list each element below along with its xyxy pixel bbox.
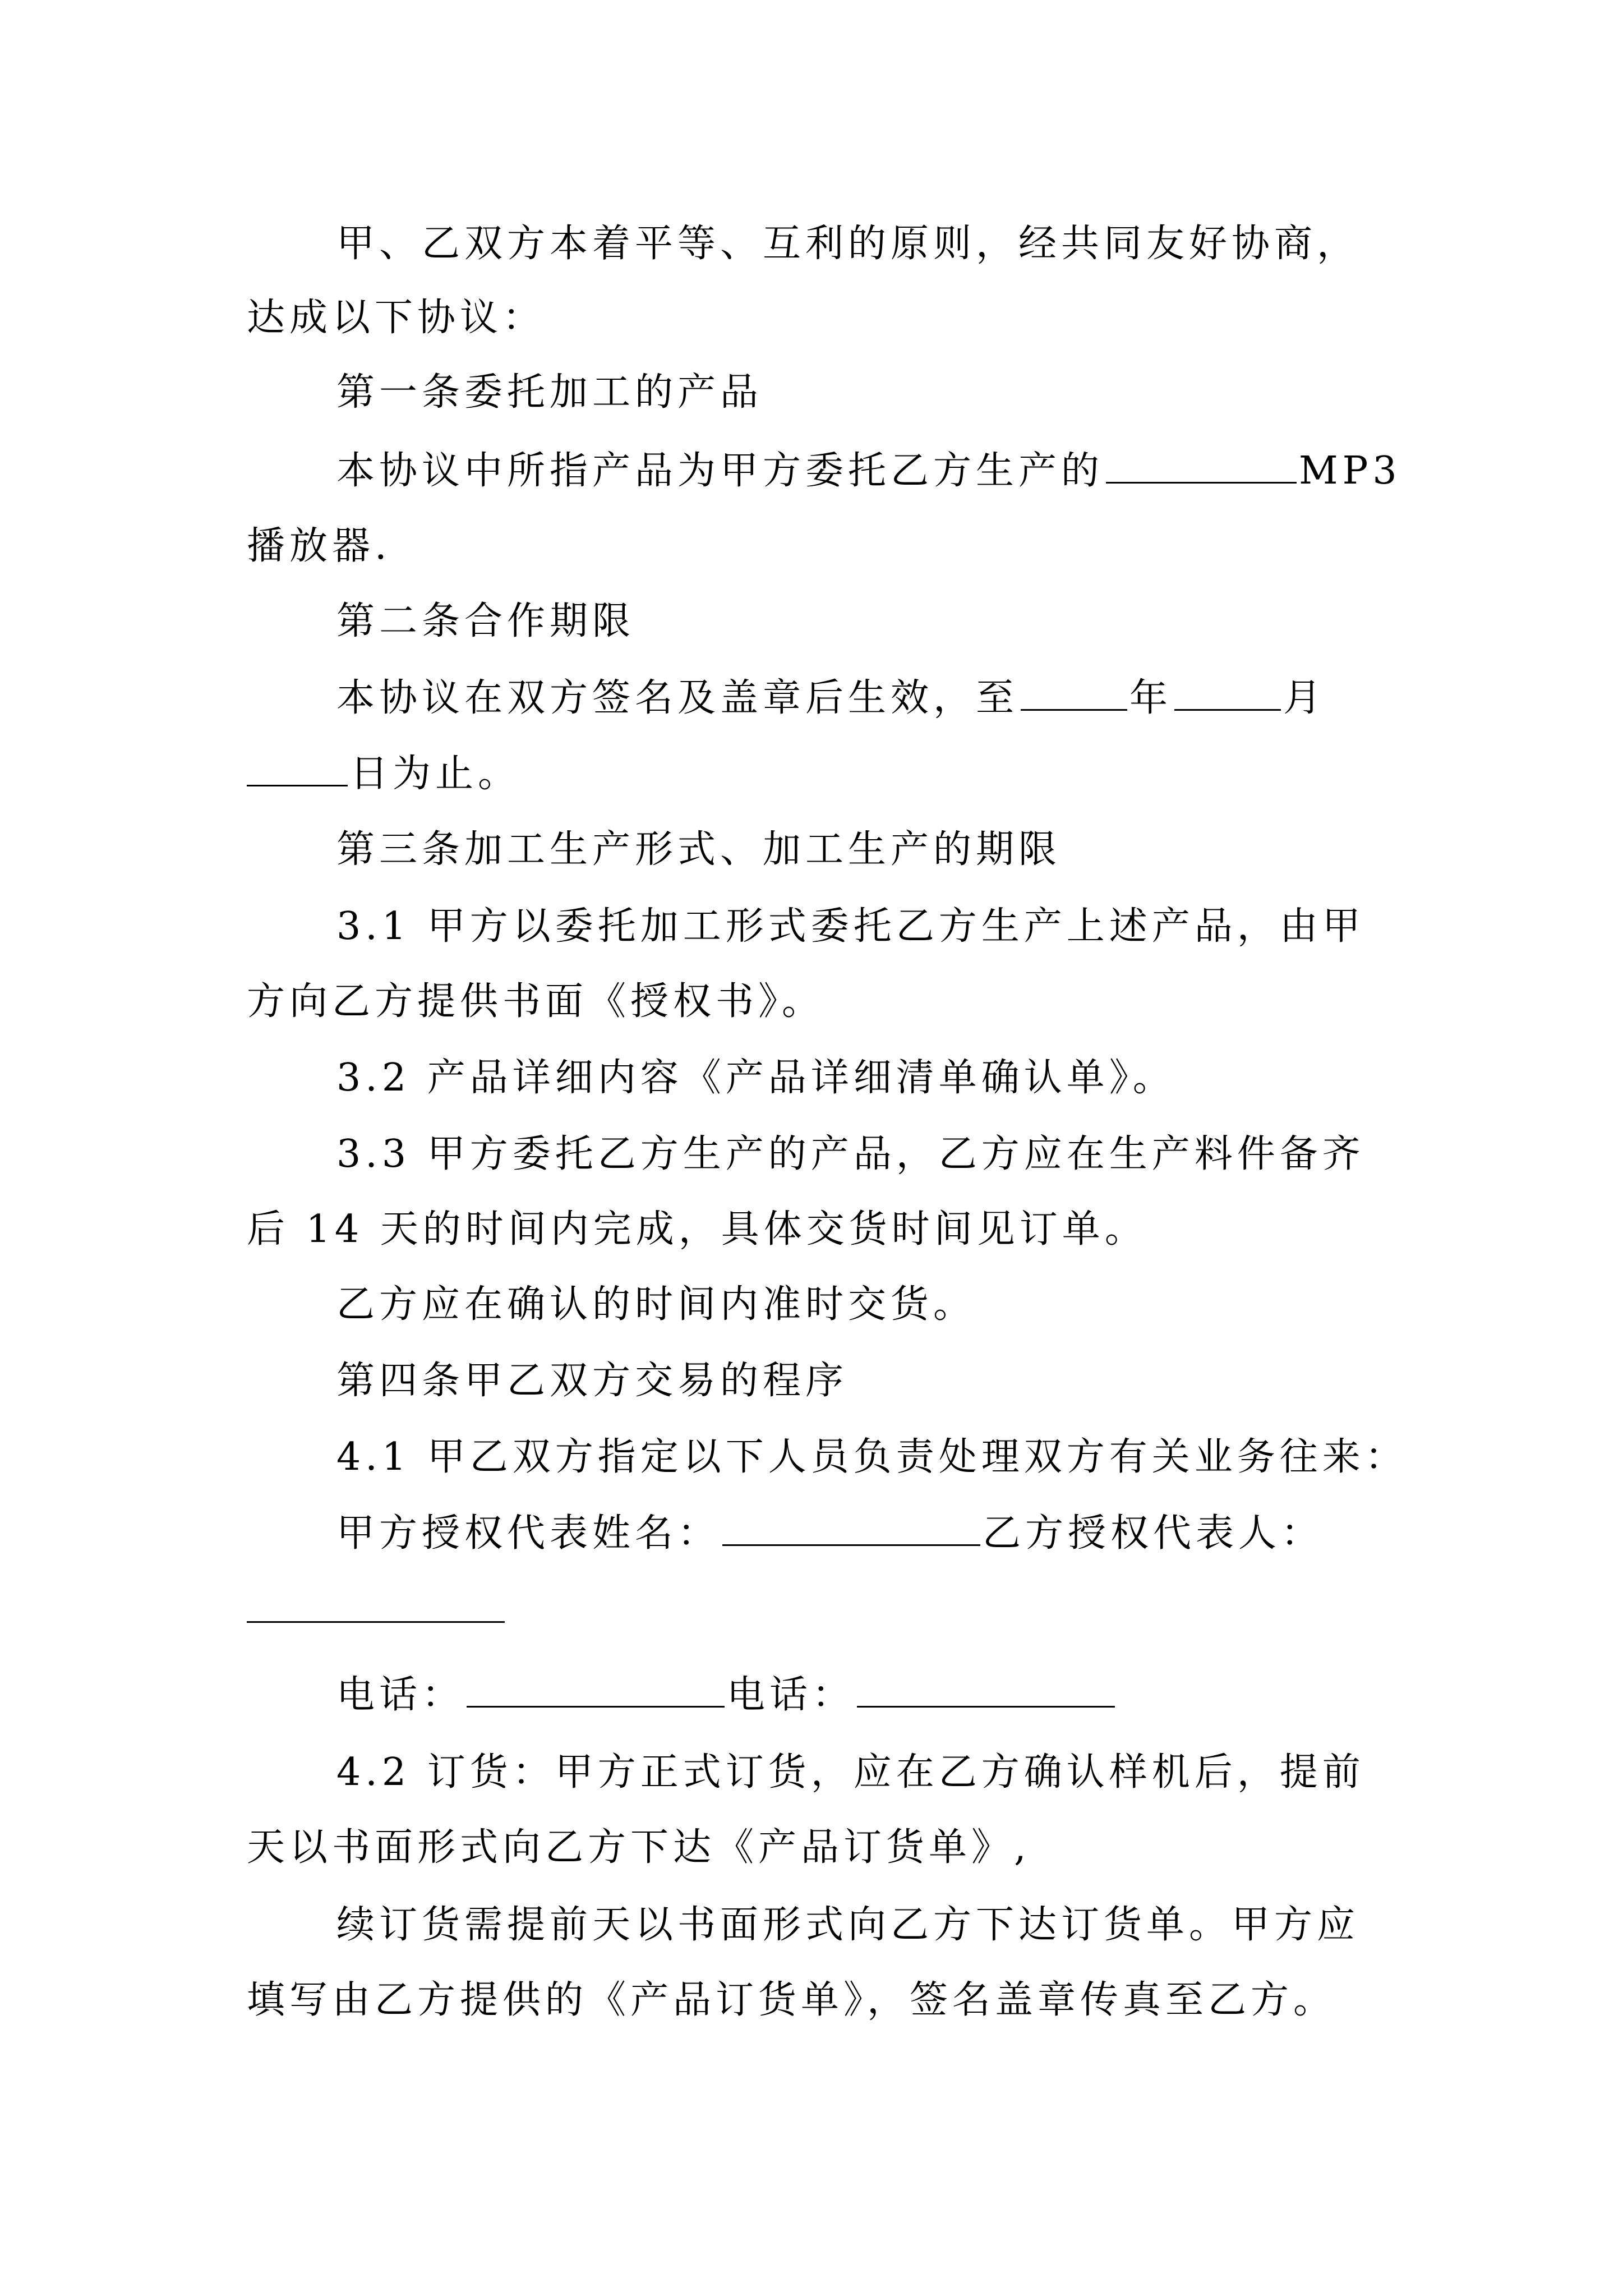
article2-end: 日为止。 — [350, 752, 521, 796]
article4-2-line1: 4.2 订货：甲方正式订货，应在乙方确认样机后，提前 — [336, 1750, 1365, 1795]
article4-3-line1: 续订货需提前天以书面形式向乙方下达订货单。甲方应 — [336, 1903, 1360, 1947]
article4-3-line2: 填写由乙方提供的《产品订货单》，签名盖章传真至乙方。 — [247, 1978, 1336, 2022]
article3-3-line2: 后 14 天的时间内完成，具体交货时间见订单。 — [247, 1207, 1147, 1251]
day-blank — [247, 752, 348, 786]
article2-line2 — [247, 752, 520, 797]
party-a-phone-blank — [467, 1673, 725, 1708]
article2-text: 本协议在双方签名及盖章后生效，至 — [336, 676, 1019, 720]
article1-product: MP3 — [1299, 449, 1401, 493]
article3-1-line1: 3.1 甲方以委托加工形式委托乙方生产上述产品，由甲 — [336, 904, 1365, 949]
year-label: 年 — [1129, 676, 1173, 720]
month-blank — [1174, 677, 1281, 711]
article3-2: 3.2 产品详细内容《产品详细清单确认单》。 — [336, 1056, 1175, 1100]
article3-title: 第三条加工生产形式、加工生产的期限 — [336, 827, 1062, 872]
article1-line1 — [336, 449, 1401, 494]
party-b-phone-blank — [857, 1673, 1115, 1708]
product-name-blank — [1106, 449, 1297, 484]
party-a-phone-label: 电话： — [336, 1673, 465, 1717]
article4-1: 4.1 甲乙双方指定以下人员负责处理双方有关业务往来： — [336, 1435, 1408, 1479]
article2-title: 第二条合作期限 — [336, 599, 635, 643]
article3-1-line2: 方向乙方提供书面《授权书》。 — [247, 979, 825, 1024]
article1-line2: 播放器. — [247, 524, 391, 568]
paragraph-intro-line2: 达成以下协议： — [247, 296, 546, 340]
party-b-rep-blank — [247, 1621, 505, 1623]
article4-title: 第四条甲乙双方交易的程序 — [336, 1359, 849, 1403]
paragraph-intro-line1: 甲、乙双方本着平等、互利的原则，经共同友好协商， — [336, 222, 1360, 266]
year-blank — [1021, 677, 1127, 711]
article3-3-line1: 3.3 甲方委托乙方生产的产品，乙方应在生产料件备齐 — [336, 1132, 1365, 1176]
article1-title: 第一条委托加工的产品 — [336, 370, 763, 415]
article1-text: 本协议中所指产品为甲方委托乙方生产的 — [336, 449, 1104, 493]
party-b-phone-label: 电话： — [727, 1673, 855, 1717]
article4-phone-line — [336, 1673, 1117, 1718]
article4-2-line2: 天以书面形式向乙方下达《产品订货单》, — [247, 1825, 1031, 1870]
article4-reps-line — [336, 1511, 1324, 1556]
party-a-rep-label: 甲方授权代表姓名： — [336, 1511, 721, 1556]
article3-4: 乙方应在确认的时间内准时交货。 — [336, 1282, 976, 1327]
article2-line1 — [336, 676, 1326, 721]
party-a-rep-blank — [722, 1512, 980, 1546]
month-label: 月 — [1283, 676, 1326, 720]
party-b-rep-label: 乙方授权代表人： — [983, 1511, 1324, 1556]
